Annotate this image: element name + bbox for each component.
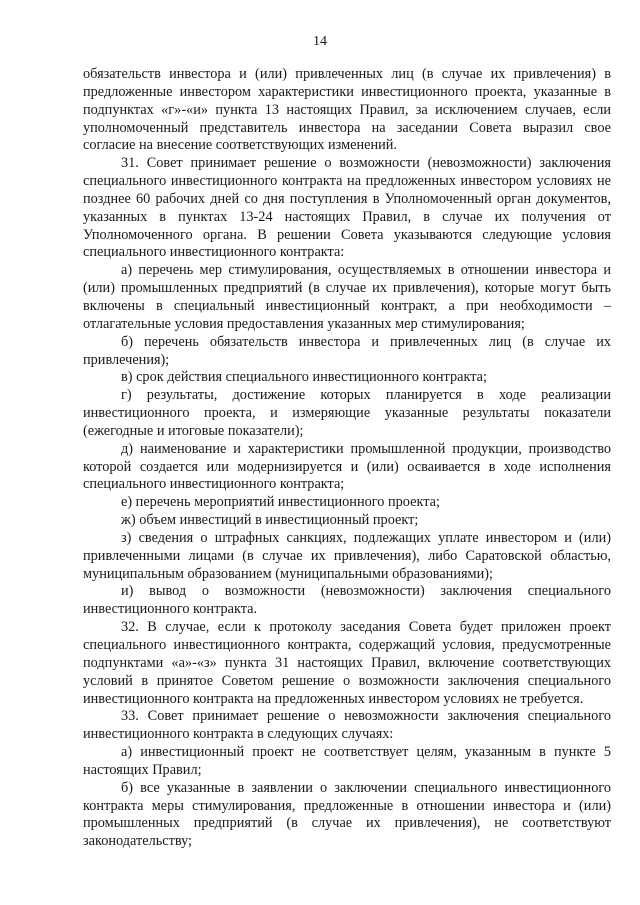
paragraph: г) результаты, достижение которых планируется в ходе реализации инвестиционного проекта, и измеряющие указанные результаты показатели (ежегодные и итоговые показатели); — [83, 387, 611, 439]
paragraph: а) перечень мер стимулирования, осуществляемых в отношении инвестора и (или) промышленных предприятий (в случае их привлечения), которые могут быть включены в специальный инвестиционный контракт, а при необходимости – отлагательные условия предоставления указанных мер стимулирования; — [83, 262, 611, 332]
paragraph: 33. Совет принимает решение о невозможности заключения специального инвестиционного контракта в следующих случаях: — [83, 708, 611, 743]
document-body — [83, 66, 611, 851]
paragraph: з) сведения о штрафных санкциях, подлежащих уплате инвестором и (или) привлеченными лицами (в случае их привлечения), либо Саратовской областью, муниципальным образованием (муниципальными образованиями); — [83, 529, 611, 582]
paragraph: а) инвестиционный проект не соответствует целям, указанным в пункте 5 настоящих Правил; — [83, 744, 611, 778]
paragraph: б) все указанные в заявлении о заключении специального инвестиционного контракта меры стимулирования, предложенные в отношении инвестора и (или) промышленных предприятий (в случае их привлечения), не соответствуют законодательству; — [83, 779, 611, 850]
page-number: 14 — [313, 34, 327, 49]
paragraph: и) вывод о возможности (невозможности) заключения специального инвестиционного контракта. — [83, 583, 611, 618]
paragraph: ж) объем инвестиций в инвестиционный проект; — [121, 512, 419, 529]
paragraph: 31. Совет принимает решение о возможности (невозможности) заключения специального инвестиционного контракта на предложенных инвестором условиях не позднее 60 рабочих дней со дня поступления в Уполномоченный орган документов, указанных в пунктах 13-24 настоящих Правил, в случае их получения от Уполномоченного органа. В решении Совета указываются следующие условия специального инвестиционного контракта: — [83, 155, 611, 261]
paragraph: д) наименование и характеристики промышленной продукции, производство которой создается или модернизируется и (или) осваивается в ходе исполнения специального инвестиционного контракта; — [83, 440, 611, 493]
paragraph: в) срок действия специального инвестиционного контракта; — [121, 369, 487, 386]
paragraph: б) перечень обязательств инвестора и привлеченных лиц (в случае их привлечения); — [83, 333, 611, 368]
paragraph: е) перечень мероприятий инвестиционного проекта; — [121, 494, 440, 511]
paragraph: обязательств инвестора и (или) привлеченных лиц (в случае их привлечения) в предложенные инвестором характеристики инвестиционного проекта, указанные в подпунктах «г»-«и» пункта 13 настоящих Правил, за исключением случаев, если уполномоченный представитель инвестора на заседании Совета выразил свое согласие на внесение соответствующих изменений. — [83, 66, 611, 154]
paragraph: 32. В случае, если к протоколу заседания Совета будет приложен проект специального инвестиционного контракта, содержащий условия, предусмотренные подпунктами «а»-«з» пункта 31 настоящих Правил, включение соответствующих условий в принятое Советом решение о возможности заключения специального инвестиционного контракта на предложенных инвестором условиях не требуется. — [83, 619, 611, 707]
